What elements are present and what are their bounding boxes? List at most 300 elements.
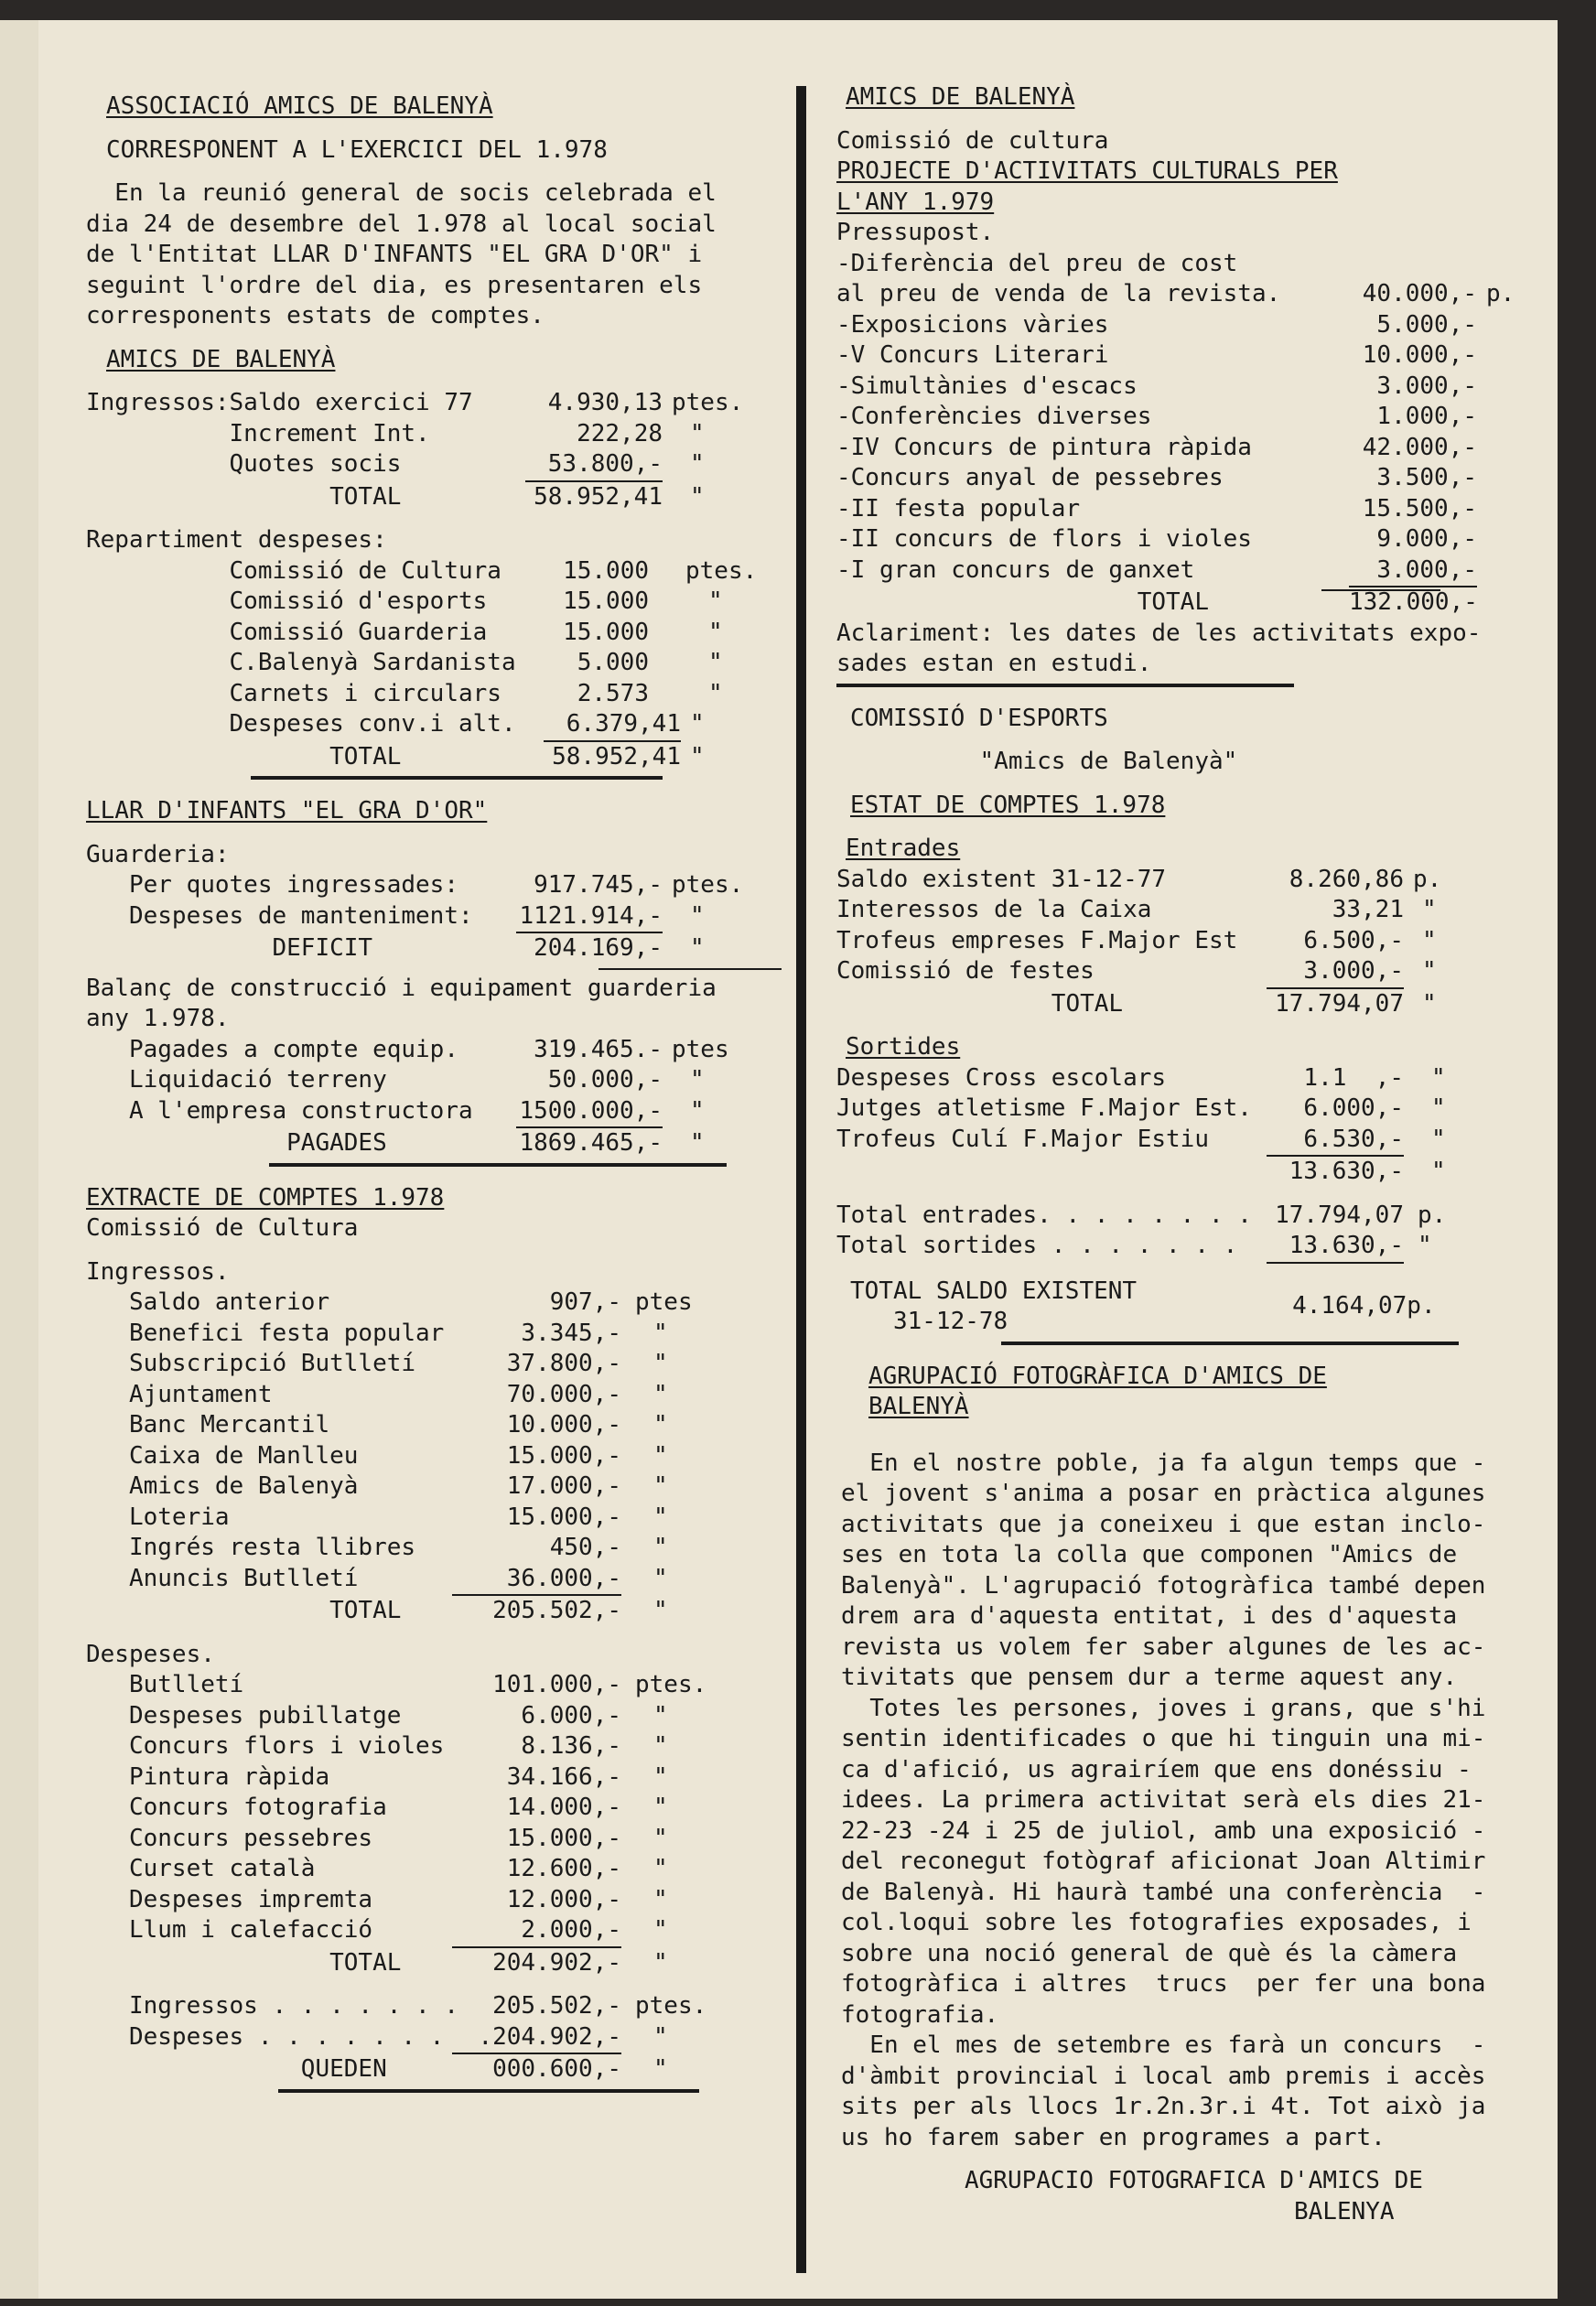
ledger-amount: 8.260,86 xyxy=(1289,865,1404,893)
ledger-amount: 15.000,- xyxy=(506,1824,621,1852)
ledger-row xyxy=(836,372,1569,403)
ledger-unit: " xyxy=(690,419,705,447)
ledger-unit: " xyxy=(690,1096,705,1125)
estat-heading: ESTAT DE COMPTES 1.978 xyxy=(850,791,1166,819)
ledger-row xyxy=(836,926,1569,957)
foto-body-line: Totes les persones, joves i grans, que s'hi xyxy=(841,1694,1486,1722)
ledger-unit: " xyxy=(653,1885,668,1913)
ledger-label: Despeses impremta xyxy=(86,1885,373,1913)
foto-heading: AGRUPACIÓ FOTOGRÀFICA D'AMICS DE xyxy=(868,1362,1327,1390)
ledger-amount: 3.000,- xyxy=(1376,372,1477,400)
intro-line: seguint l'ordre del dia, es presentaren els xyxy=(86,271,703,299)
ledger-row xyxy=(86,1380,800,1411)
ledger-row xyxy=(836,340,1569,372)
foto-body-line: 22-23 -24 i 25 de juliol, amb una exposició - xyxy=(841,1816,1486,1845)
ledger-row xyxy=(86,1035,800,1066)
ledger-label: -I gran concurs de ganxet xyxy=(836,555,1195,584)
ledger-amount: 12.600,- xyxy=(506,1855,621,1882)
intro-line: corresponents estats de comptes. xyxy=(86,302,545,329)
ledger-row xyxy=(836,494,1569,525)
comissio-cultura xyxy=(836,126,1569,157)
ledger-label: Quotes socis xyxy=(86,450,402,478)
ledger-row xyxy=(86,1410,800,1441)
ledger-label: Concurs pessebres xyxy=(86,1824,373,1852)
ledger-unit: " xyxy=(653,1597,668,1624)
llar-table xyxy=(86,870,800,964)
ledger-row xyxy=(86,1503,800,1534)
ledger-unit: " xyxy=(690,1066,705,1094)
ledger-unit: " xyxy=(653,1855,668,1882)
foto-body-line: del reconegut fotògraf aficionat Joan Altimir xyxy=(841,1848,1486,1875)
projecte-line: PROJECTE D'ACTIVITATS CULTURALS PER xyxy=(836,157,1338,185)
pressupost-first: -Diferència del preu de cost xyxy=(836,249,1238,277)
cultura-summary-table xyxy=(86,1991,800,2085)
ledger-label: -II festa popular xyxy=(836,494,1081,523)
ledger-amount: 1.1 ,- xyxy=(1303,1063,1404,1092)
foto-body-line: d'àmbit provincial i local amb premis i accès xyxy=(841,2062,1486,2090)
ledger-unit: ptes. xyxy=(672,871,744,899)
foto-article-body xyxy=(841,1449,1569,2154)
ledger-row xyxy=(86,1701,800,1732)
ledger-row xyxy=(836,956,1569,989)
section-rule xyxy=(1001,1342,1459,1345)
ledger-label: Anuncis Butlletí xyxy=(86,1564,359,1592)
pressupost-table xyxy=(836,279,1569,619)
ledger-label: Total sortides . . . . . . . xyxy=(836,1232,1238,1259)
ledger-amount: 36.000,- xyxy=(452,1564,621,1597)
ledger-unit: " xyxy=(653,1916,668,1944)
ledger-row xyxy=(836,1157,1569,1188)
ledger-amount: 14.000,- xyxy=(506,1794,621,1821)
foto-body-line: fotografia. xyxy=(841,2000,999,2029)
ledger-label: TOTAL xyxy=(86,742,402,770)
ledger-unit: " xyxy=(1422,989,1437,1018)
cultura-ingressos-table xyxy=(86,1288,800,1627)
ledger-amount: 6.000,- xyxy=(521,1701,621,1730)
ledger-row xyxy=(86,1471,800,1503)
ledger-unit: " xyxy=(653,1319,668,1347)
saldo-amount: 4.164,07p. xyxy=(1292,1292,1436,1320)
ingressos-label: Ingressos. xyxy=(86,1257,230,1286)
foto-body-line: tivitats que pensem dur a terme aquest any. xyxy=(841,1664,1458,1691)
amics-repartiment-table xyxy=(86,556,800,773)
ledger-amount: 1869.465,- xyxy=(519,1129,663,1157)
ledger-amount: 13.630,- xyxy=(1289,1158,1404,1185)
ledger-label: Benefici festa popular xyxy=(86,1319,445,1347)
ledger-row xyxy=(836,865,1569,896)
ledger-unit: " xyxy=(1422,896,1437,923)
ledger-row xyxy=(86,449,800,482)
ledger-unit: " xyxy=(653,1411,668,1439)
ledger-row xyxy=(86,587,800,618)
ledger-unit: " xyxy=(653,1350,668,1377)
ledger-row xyxy=(86,679,800,710)
ledger-label: Amics de Balenyà xyxy=(86,1472,359,1500)
ledger-row xyxy=(86,1670,800,1701)
ledger-row xyxy=(836,895,1569,926)
exercise-subtitle: CORRESPONENT A L'EXERCICI DEL 1.978 xyxy=(106,135,608,164)
ledger-row xyxy=(86,556,800,587)
projecte-line: L'ANY 1.979 xyxy=(836,188,995,216)
ledger-amount: 4.930,13 xyxy=(547,389,663,416)
esports-totals-table xyxy=(836,1201,1569,1264)
sortides-table xyxy=(836,1063,1569,1188)
ledger-unit: " xyxy=(1422,957,1437,985)
ledger-row xyxy=(86,648,800,679)
aclariment-line: Aclariment: les dates de les activitats expo- xyxy=(836,619,1482,647)
document-page xyxy=(38,20,1558,2299)
ledger-row xyxy=(86,742,800,773)
ledger-amount: 53.800,- xyxy=(525,449,663,482)
ledger-amount: 15.000,- xyxy=(506,1503,621,1531)
ledger-unit: " xyxy=(653,1762,668,1791)
ledger-row xyxy=(86,1096,800,1129)
ledger-row xyxy=(86,2054,800,2085)
ledger-amount: 15.500,- xyxy=(1362,494,1477,523)
ledger-amount: 12.000,- xyxy=(506,1885,621,1913)
ledger-label: Llum i calefacció xyxy=(86,1916,373,1944)
ledger-label: TOTAL xyxy=(86,1597,402,1624)
comissio-label: Comissió de cultura xyxy=(836,126,1109,155)
ledger-label: Banc Mercantil xyxy=(86,1411,330,1439)
ledger-row xyxy=(86,1731,800,1762)
ledger-amount: 5.000,- xyxy=(1376,310,1477,339)
ledger-label: Comissió Guarderia xyxy=(86,618,488,646)
ledger-label: TOTAL xyxy=(86,1948,402,1977)
ledger-row xyxy=(836,1231,1569,1264)
ledger-row xyxy=(86,482,800,513)
section-rule xyxy=(836,684,1294,687)
section-rule xyxy=(251,776,663,780)
ledger-label: Despeses . . . . . . . xyxy=(86,2022,445,2051)
section-rule xyxy=(278,2089,699,2093)
ledger-row xyxy=(86,1824,800,1855)
saldo-block xyxy=(850,1277,1569,1338)
ledger-unit: " xyxy=(653,1701,668,1730)
aclariment-line: sades estan en estudi. xyxy=(836,650,1152,677)
ledger-label: PAGADES xyxy=(86,1129,387,1157)
foto-heading: BALENYÀ xyxy=(868,1393,969,1420)
extracte-subheading: Comissió de Cultura xyxy=(86,1214,359,1242)
ledger-amount: 132.000,- xyxy=(1349,588,1478,616)
extracte-heading: EXTRACTE DE COMPTES 1.978 xyxy=(86,1183,445,1212)
ledger-unit: " xyxy=(653,1472,668,1500)
ledger-label: Curset català xyxy=(86,1855,316,1882)
ledger-amount: 6.500,- xyxy=(1303,926,1404,954)
ledger-label: QUEDEN xyxy=(86,2055,387,2083)
ledger-amount: 1500.000,- xyxy=(516,1096,663,1129)
ledger-label: Saldo anterior xyxy=(86,1288,330,1316)
ledger-row xyxy=(86,1762,800,1794)
ledger-amount: 2.573 xyxy=(577,679,649,707)
amics-ingressos-table xyxy=(86,388,800,512)
ledger-unit: " xyxy=(653,2022,668,2051)
ledger-amount: 222,28 xyxy=(577,419,663,447)
saldo-label-line: 31-12-78 xyxy=(850,1308,1008,1335)
entrades-label: Entrades xyxy=(846,835,961,862)
ledger-row xyxy=(86,1915,800,1948)
ledger-label: Interessos de la Caixa xyxy=(836,896,1152,923)
ledger-label: Caixa de Manlleu xyxy=(86,1441,359,1470)
ledger-row xyxy=(86,1793,800,1824)
ledger-amount: 15.000 xyxy=(563,556,649,585)
foto-body-line: idees. La primera activitat serà els dies 21- xyxy=(841,1786,1486,1814)
ledger-amount: 10.000,- xyxy=(506,1411,621,1439)
ledger-unit: p. xyxy=(1413,865,1442,893)
ledger-row xyxy=(86,1441,800,1472)
foto-signature: AGRUPACIO FOTOGRAFICA D'AMICS DE xyxy=(965,2167,1423,2194)
ledger-unit: " xyxy=(690,710,705,738)
amics-heading: AMICS DE BALENYÀ xyxy=(106,345,336,373)
guarderia-label: Guarderia: xyxy=(86,840,230,868)
ledger-label: -II concurs de flors i violes xyxy=(836,525,1252,553)
ledger-label: Per quotes ingressades: xyxy=(86,871,458,899)
ledger-row xyxy=(86,1319,800,1350)
ledger-row xyxy=(86,901,800,934)
ledger-unit: ptes. xyxy=(685,556,758,585)
esports-heading: COMISSIÓ D'ESPORTS xyxy=(850,704,1108,732)
foto-body-line: de Balenyà. Hi haurà també una conferència - xyxy=(841,1878,1486,1906)
pressupost-label: Pressupost. xyxy=(836,219,995,246)
ledger-amount: 000.600,- xyxy=(492,2055,621,2083)
ledger-label: DEFICIT xyxy=(86,934,373,962)
ledger-label: -Conferències diverses xyxy=(836,403,1152,430)
ledger-label: TOTAL xyxy=(86,482,402,511)
ledger-row xyxy=(86,1854,800,1885)
ledger-label: Concurs flors i violes xyxy=(86,1732,445,1760)
ledger-unit: " xyxy=(708,618,723,646)
ledger-label: -V Concurs Literari xyxy=(836,341,1109,369)
foto-body-line: ca d'afició, us agrairíem que ens donéssiu - xyxy=(841,1755,1472,1783)
ledger-row xyxy=(86,1349,800,1380)
foto-body-line: En el nostre poble, ja fa algun temps que - xyxy=(841,1449,1486,1477)
ledger-row xyxy=(836,279,1569,310)
ledger-unit: ptes xyxy=(672,1035,729,1063)
balanc-line: Balanç de construcció i equipament guarderia xyxy=(86,974,717,1002)
ledger-unit: " xyxy=(1431,1094,1446,1122)
ledger-amount: 70.000,- xyxy=(506,1380,621,1408)
ledger-unit: " xyxy=(1418,1232,1432,1259)
balanc-line: any 1.978. xyxy=(86,1005,230,1032)
ledger-amount: 15.000 xyxy=(563,587,649,615)
ledger-amount: 101.000,- xyxy=(492,1671,621,1698)
ledger-row xyxy=(836,463,1569,494)
foto-body-line: sentin identificades o que hi tinguin una mi- xyxy=(841,1725,1486,1752)
ledger-amount: 6.379,41 xyxy=(544,709,681,742)
ledger-unit: ptes xyxy=(635,1288,693,1316)
ledger-amount: 9.000,- xyxy=(1376,525,1477,553)
ledger-amount: 8.136,- xyxy=(521,1732,621,1760)
ledger-label: Ingressos . . . . . . . xyxy=(86,1992,458,2020)
ledger-label: Increment Int. xyxy=(86,419,430,447)
ledger-amount: 6.000,- xyxy=(1303,1094,1404,1122)
ledger-row xyxy=(836,310,1569,341)
ledger-amount: 15.000,- xyxy=(506,1441,621,1470)
ledger-unit: " xyxy=(690,742,705,770)
ledger-label: Concurs fotografia xyxy=(86,1794,387,1821)
ledger-row xyxy=(836,524,1569,555)
ledger-unit: " xyxy=(1422,926,1437,954)
right-header: AMICS DE BALENYÀ xyxy=(846,83,1075,111)
ledger-amount: 33,21 xyxy=(1332,896,1404,923)
ledger-row xyxy=(86,1288,800,1319)
intro-line: de l'Entitat LLAR D'INFANTS "EL GRA D'OR" i xyxy=(86,241,703,268)
ledger-row xyxy=(836,433,1569,464)
foto-body-line: us ho farem saber en programes a part. xyxy=(841,2123,1386,2151)
ledger-row xyxy=(836,1201,1569,1232)
ledger-amount: 58.952,41 xyxy=(552,742,681,770)
ledger-unit: " xyxy=(653,1824,668,1852)
ledger-unit: ptes. xyxy=(672,389,744,416)
ledger-label: Saldo existent 31-12-77 xyxy=(836,865,1167,893)
ledger-amount: .204.902,- xyxy=(452,2022,621,2055)
ledger-label: Ingrés resta llibres xyxy=(86,1534,416,1561)
ledger-label: Comissió de festes xyxy=(836,957,1095,985)
ledger-unit: " xyxy=(653,2055,668,2083)
foto-body-line: sits per als llocs 1r.2n.3r.i 4t. Tot això ja xyxy=(841,2093,1486,2120)
ledger-row xyxy=(86,1065,800,1096)
ledger-unit: " xyxy=(1431,1063,1446,1092)
ledger-row xyxy=(86,870,800,901)
adjacent-page-edge xyxy=(0,20,40,2299)
ledger-amount: 204.902,- xyxy=(492,1948,621,1977)
ledger-row xyxy=(86,419,800,450)
ledger-label: -Exposicions vàries xyxy=(836,310,1109,339)
ledger-label: TOTAL xyxy=(836,588,1209,616)
ledger-label: C.Balenyà Sardanista xyxy=(86,649,516,676)
ledger-row xyxy=(836,587,1569,619)
ledger-unit: " xyxy=(690,934,705,962)
ledger-amount: 17.794,07 xyxy=(1275,989,1404,1018)
foto-body-line: En el mes de setembre es farà un concurs - xyxy=(841,2031,1486,2059)
ledger-unit: " xyxy=(653,1380,668,1408)
foto-signature: BALENYA xyxy=(1294,2197,1395,2225)
ledger-amount: 6.530,- xyxy=(1267,1125,1404,1158)
left-column xyxy=(86,92,800,2096)
ledger-unit: " xyxy=(653,1794,668,1821)
ledger-amount: 17.000,- xyxy=(506,1472,621,1500)
ledger-unit: " xyxy=(653,1503,668,1531)
intro-paragraph xyxy=(86,178,800,332)
despeses-label: Despeses. xyxy=(86,1640,215,1668)
ledger-row xyxy=(86,1533,800,1564)
ledger-amount: 917.745,- xyxy=(534,871,663,899)
ledger-amount: 205.502,- xyxy=(492,1597,621,1624)
ledger-amount: 17.794,07 xyxy=(1275,1201,1404,1229)
ledger-unit: " xyxy=(653,1732,668,1760)
ledger-label: A l'empresa constructora xyxy=(86,1096,473,1125)
ledger-amount: 5.000 xyxy=(577,649,649,676)
esports-amics: "Amics de Balenyà" xyxy=(836,748,1238,775)
ledger-amount: 13.630,- xyxy=(1267,1231,1404,1264)
sortides-label: Sortides xyxy=(846,1033,961,1061)
association-title: ASSOCIACIÓ AMICS DE BALENYÀ xyxy=(106,92,493,120)
ledger-label: Loteria xyxy=(86,1503,230,1531)
ledger-label: Pintura ràpida xyxy=(86,1762,330,1791)
ledger-label: Pagades a compte equip. xyxy=(86,1035,458,1063)
ledger-amount: 34.166,- xyxy=(506,1762,621,1791)
foto-body-line: sobre una noció general de què és la càmera xyxy=(841,1939,1458,1967)
ledger-row xyxy=(86,618,800,649)
ledger-amount: 10.000,- xyxy=(1362,341,1477,369)
ledger-label: Despeses pubillatge xyxy=(86,1701,402,1730)
ledger-unit: p. xyxy=(1418,1201,1447,1229)
section-rule xyxy=(269,1163,727,1167)
ledger-row xyxy=(836,1094,1569,1125)
deficit-rule xyxy=(598,968,782,970)
ledger-amount: 58.952,41 xyxy=(534,482,663,511)
ledger-unit: " xyxy=(708,649,723,676)
ledger-unit: " xyxy=(653,1441,668,1470)
saldo-label-line: TOTAL SALDO EXISTENT xyxy=(850,1277,1138,1305)
ledger-label: Despeses de manteniment: xyxy=(86,901,473,930)
ledger-label: TOTAL xyxy=(836,989,1124,1018)
ledger-row xyxy=(86,1885,800,1916)
ledger-unit: ptes. xyxy=(635,1671,707,1698)
foto-body-line: revista us volem fer saber algunes de les ac- xyxy=(841,1633,1486,1661)
ledger-unit: " xyxy=(690,482,705,511)
saldo-label xyxy=(850,1277,1137,1338)
ledger-row xyxy=(86,1564,800,1597)
ledger-label: Subscripció Butlletí xyxy=(86,1350,416,1377)
foto-body-line: activitats que ja coneixeu i que estan inclo- xyxy=(841,1510,1486,1538)
ledger-amount: 319.465.- xyxy=(534,1035,663,1063)
repartiment-label: Repartiment despeses: xyxy=(86,526,387,554)
ledger-label: Carnets i circulars xyxy=(86,679,501,707)
ledger-amount: 2.000,- xyxy=(452,1915,621,1948)
ledger-row xyxy=(86,2022,800,2055)
ledger-label: Ingressos:Saldo exercici 77 xyxy=(86,389,473,416)
intro-line: dia 24 de desembre del 1.978 al local social xyxy=(86,210,717,238)
foto-body-line: ses en tota la colla que componen "Amics de xyxy=(841,1541,1458,1568)
ledger-label: Liquidació terreny xyxy=(86,1066,387,1094)
ledger-unit: " xyxy=(653,1534,668,1561)
ledger-unit: " xyxy=(708,587,723,615)
ledger-label: Comissió de Cultura xyxy=(86,556,501,585)
ledger-label: Despeses conv.i alt. xyxy=(86,710,516,738)
ledger-amount: 3.345,- xyxy=(521,1319,621,1347)
ledger-row xyxy=(86,1948,800,1979)
ledger-amount: 1.000,- xyxy=(1376,403,1477,430)
right-column xyxy=(836,82,1569,2227)
ledger-row xyxy=(86,709,800,742)
ledger-row xyxy=(86,1128,800,1159)
ledger-label: -IV Concurs de pintura ràpida xyxy=(836,433,1252,461)
ledger-unit: " xyxy=(708,679,723,707)
ledger-row xyxy=(836,402,1569,433)
ledger-row xyxy=(86,388,800,419)
ledger-amount: 37.800,- xyxy=(506,1350,621,1377)
ledger-label: Ajuntament xyxy=(86,1380,273,1408)
ledger-amount: 40.000,- xyxy=(1362,280,1477,307)
ledger-amount: 450,- xyxy=(549,1534,621,1561)
foto-body-line: fotogràfica i altres trucs per fer una bona xyxy=(841,1970,1486,1998)
ledger-amount: 3.000,- xyxy=(1349,555,1477,588)
foto-body-line: col.loqui sobre les fotografies exposades, i xyxy=(841,1909,1472,1936)
foto-body-line: drem ara d'aquesta entitat, i des d'aquesta xyxy=(841,1602,1458,1630)
ledger-row xyxy=(836,989,1569,1020)
ledger-unit: " xyxy=(690,901,705,930)
ledger-row xyxy=(836,555,1569,588)
ledger-label: al preu de venda de la revista. xyxy=(836,280,1281,307)
ledger-amount: 50.000,- xyxy=(547,1066,663,1094)
intro-line: En la reunió general de socis celebrada el xyxy=(86,179,717,207)
ledger-unit: " xyxy=(1431,1158,1446,1185)
ledger-row xyxy=(836,1063,1569,1094)
ledger-unit: " xyxy=(653,1948,668,1977)
ledger-label: Butlletí xyxy=(86,1671,244,1698)
ledger-amount: 42.000,- xyxy=(1362,433,1477,461)
